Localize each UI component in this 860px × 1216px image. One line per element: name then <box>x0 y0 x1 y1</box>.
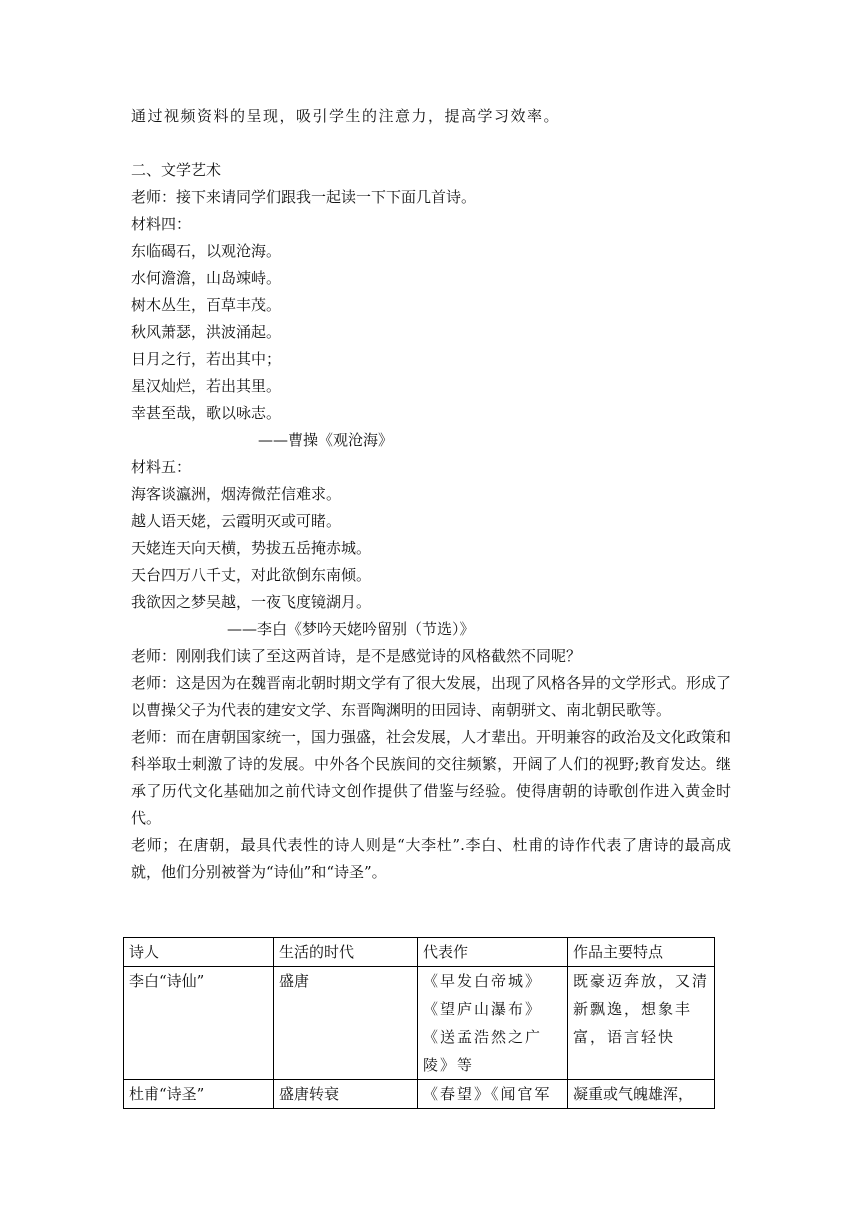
teacher-paragraph: 老师；在唐朝，最具代表性的诗人则是“大李杜”.李白、杜甫的诗作代表了唐诗的最高成就，他们分别被誉为“诗仙”和“诗圣”。 <box>131 836 731 881</box>
teacher-paragraph: 老师：刚刚我们读了至这两首诗，是不是感觉诗的风格截然不同呢？ <box>131 647 582 665</box>
material4-attribution: ——曹操《观沧海》 <box>258 431 394 449</box>
table-header-row <box>124 938 715 967</box>
table-cell: 既豪迈奔放，又清新飘逸，想象丰富，语言轻快 <box>568 967 715 1080</box>
table-header-cell: 诗人 <box>124 938 274 967</box>
poets-table <box>123 937 715 1109</box>
table-header-cell: 作品主要特点 <box>568 938 715 967</box>
teacher-paragraph: 老师：这是因为在魏晋南北朝时期文学有了很大发展，出现了风格各异的文学形式。形成了以曹操父子为代表的建安文学、东晋陶渊明的田园诗、南朝骈文、南北朝民歌等。 <box>131 674 732 719</box>
table-row <box>124 1080 715 1109</box>
table-cell: 盛唐 <box>274 967 418 1080</box>
poem-line: 秋风萧瑟，洪波涌起。 <box>131 323 282 341</box>
poem-line: 水何澹澹，山岛竦峙。 <box>131 269 282 287</box>
poem-line: 海客谈瀛洲，烟涛微茫信难求。 <box>131 485 342 503</box>
document-body <box>131 103 731 886</box>
teacher-prompt: 老师：接下来请同学们跟我一起读一下下面几首诗。 <box>131 188 477 206</box>
poem-line: 星汉灿烂，若出其里。 <box>131 377 282 395</box>
table-row <box>124 967 715 1080</box>
poem-line: 幸甚至哉，歌以咏志。 <box>131 404 282 422</box>
intro-line: 通过视频资料的呈现，吸引学生的注意力，提高学习效率。 <box>131 107 561 125</box>
material5-label: 材料五： <box>131 458 192 476</box>
table-cell: 凝重或气魄雄浑， <box>568 1080 715 1109</box>
poem-line: 天台四万八千丈，对此欲倒东南倾。 <box>131 566 372 584</box>
poem-line: 我欲因之梦吴越，一夜飞度镜湖月。 <box>131 593 372 611</box>
table-cell: 盛唐转衰 <box>274 1080 418 1109</box>
table-cell: 杜甫“诗圣” <box>124 1080 274 1109</box>
poem-line: 树木丛生，百草丰茂。 <box>131 296 282 314</box>
section-heading: 二、文学艺术 <box>131 161 222 179</box>
blank-line <box>131 130 731 157</box>
poem-line: 日月之行，若出其中； <box>131 350 282 368</box>
poem-line: 天姥连天向天横，势拔五岳掩赤城。 <box>131 539 372 557</box>
table-cell: 《春望》《闻官军 <box>418 1080 568 1109</box>
poem-line: 东临碣石，以观沧海。 <box>131 242 282 260</box>
table-header-cell: 生活的时代 <box>274 938 418 967</box>
table-cell: 《早发白帝城》《望庐山瀑布》《送孟浩然之广陵》等 <box>418 967 568 1080</box>
material4-label: 材料四： <box>131 215 192 233</box>
poem-line: 越人语天姥，云霞明灭或可睹。 <box>131 512 342 530</box>
material5-attribution: ——李白《梦吟天姥吟留别（节选）》 <box>227 620 475 638</box>
table-header-cell: 代表作 <box>418 938 568 967</box>
table-cell: 李白“诗仙” <box>124 967 274 1080</box>
teacher-paragraph: 老师：而在唐朝国家统一，国力强盛，社会发展，人才辈出。开明兼容的政治及文化政策和科举取士刺激了诗的发展。中外各个民族间的交往频繁，开阔了人们的视野;教育发达。继承了历代文化基础加之前代诗文创作提供了借鉴与经验。使得唐朝的诗歌创作进入黄金时代。 <box>131 728 732 827</box>
